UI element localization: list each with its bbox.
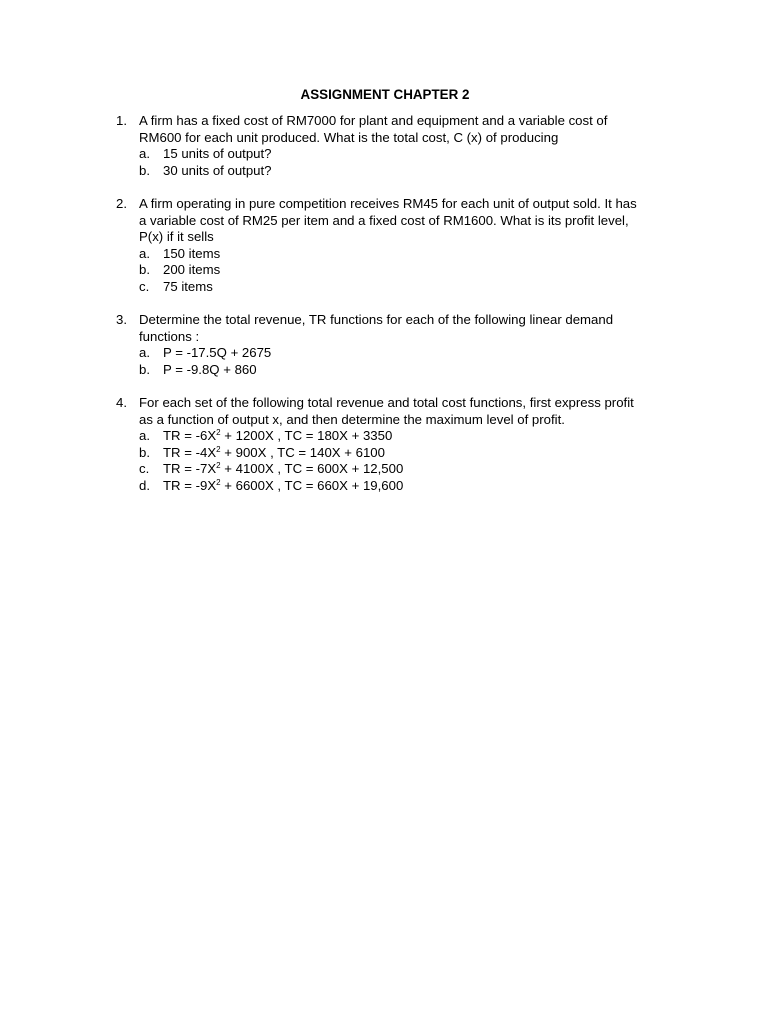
question-number: 4. — [116, 395, 127, 410]
question-line: P(x) if it sells — [139, 229, 214, 245]
option-letter: b. — [139, 262, 150, 278]
option-text: P = -17.5Q + 2675 — [163, 345, 272, 361]
option-item — [139, 362, 686, 379]
question-2 — [116, 196, 686, 296]
option-item — [139, 279, 686, 296]
option-letter: c. — [139, 461, 150, 477]
question-line: Determine the total revenue, TR functions for each of the following linear demand — [139, 312, 614, 327]
question-1 — [116, 113, 686, 179]
question-text — [139, 395, 686, 428]
option-letter: a. — [139, 245, 150, 261]
option-item — [139, 345, 686, 362]
question-text — [139, 196, 686, 246]
option-item — [139, 478, 686, 495]
question-line: as a function of output x, and then determine the maximum level of profit. — [139, 411, 565, 427]
option-item — [139, 146, 686, 163]
option-list — [139, 246, 686, 296]
option-formula: TR = $-6X^2 + 1200X$ , TC = 180X + 3350 — [163, 428, 393, 444]
question-4 — [116, 395, 686, 495]
title-text: ASSIGNMENT CHAPTER 2 — [300, 87, 470, 102]
option-letter: b. — [139, 444, 150, 460]
question-number: 2. — [116, 196, 127, 211]
option-text: 75 items — [163, 278, 213, 294]
question-line: A firm has a fixed cost of RM7000 for plant and equipment and a variable cost of — [139, 113, 608, 128]
question-line: a variable cost of RM25 per item and a fixed cost of RM1600. What is its profit level, — [139, 212, 629, 228]
question-number: 3. — [116, 312, 127, 327]
option-formula: TR = $-4X^2 + 900X$ , TC = 140X + 6100 — [163, 444, 385, 460]
question-line: RM600 for each unit produced. What is the total cost, C (x) of producing — [139, 129, 559, 145]
option-item — [139, 445, 686, 462]
question-line: A firm operating in pure competition receives RM45 for each unit of output sold. It has — [139, 196, 637, 211]
option-item — [139, 428, 686, 445]
option-letter: a. — [139, 345, 150, 361]
option-list — [139, 345, 686, 378]
option-letter: a. — [139, 428, 150, 444]
question-text — [139, 113, 686, 146]
option-letter: b. — [139, 361, 150, 377]
option-list — [139, 428, 686, 494]
option-item — [139, 461, 686, 478]
question-line: For each set of the following total revenue and total cost functions, first express profit — [139, 395, 634, 410]
option-formula: TR = $-7X^2 + 4100X$ , TC = 600X + 12,500 — [163, 461, 404, 477]
option-item — [139, 246, 686, 263]
option-text: 15 units of output? — [163, 146, 272, 162]
option-letter: a. — [139, 146, 150, 162]
option-list — [139, 146, 686, 179]
option-item — [139, 262, 686, 279]
option-letter: b. — [139, 162, 150, 178]
option-letter: c. — [139, 278, 150, 294]
option-letter: d. — [139, 477, 150, 493]
question-3 — [116, 312, 686, 378]
question-text — [139, 312, 686, 345]
option-text: 30 units of output? — [163, 162, 272, 178]
option-item — [139, 163, 686, 180]
option-text: 150 items — [163, 245, 221, 261]
option-formula: TR = $-9X^2 + 6600X$ , TC = 660X + 19,600 — [163, 477, 404, 493]
question-number: 1. — [116, 113, 127, 128]
option-text: 200 items — [163, 262, 221, 278]
assignment-title — [0, 87, 768, 104]
option-text: P = -9.8Q + 860 — [163, 361, 257, 377]
question-line: functions : — [139, 328, 200, 344]
